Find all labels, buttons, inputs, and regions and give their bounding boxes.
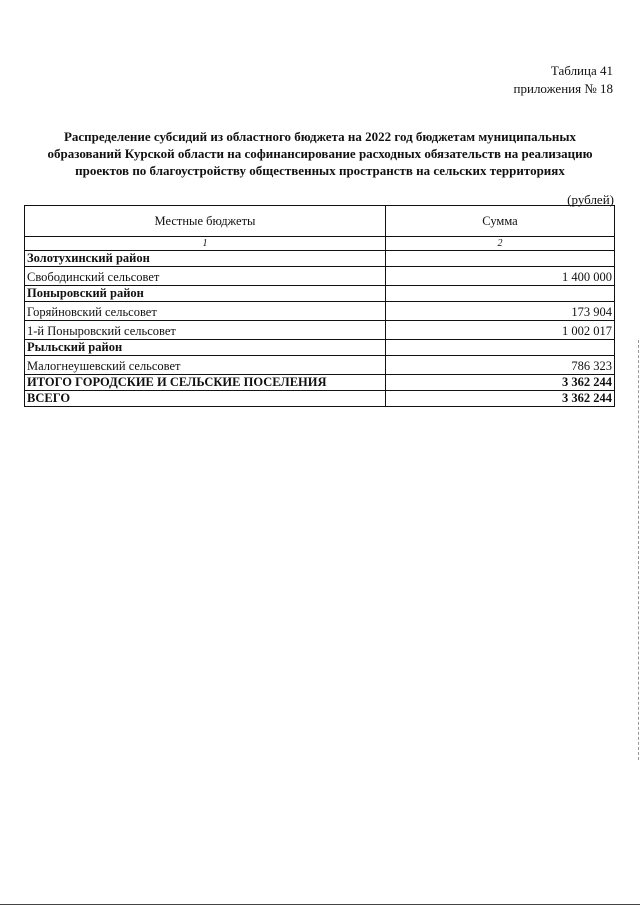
appendix-label: приложения № 18 — [513, 81, 613, 96]
header-local-budgets: Местные бюджеты — [25, 206, 386, 237]
municipality-name: Малогнеушевский сельсовет — [25, 356, 386, 375]
district-name: Рыльский район — [25, 340, 386, 356]
municipality-amount: 786 323 — [386, 356, 615, 375]
column-number-1: 1 — [25, 237, 386, 251]
grand-total-label: ВСЕГО — [25, 391, 386, 407]
municipality-name: Свободинский сельсовет — [25, 267, 386, 286]
municipality-amount: 1 002 017 — [386, 321, 615, 340]
subtotal-label: ИТОГО ГОРОДСКИЕ И СЕЛЬСКИЕ ПОСЕЛЕНИЯ — [25, 375, 386, 391]
document-title: Распределение субсидий из областного бюджета на 2022 год бюджетам муниципальных образований Курской области на софинансирование расходных обязательств на реализацию проектов по благоустройству общественных пространств на сельских территориях — [47, 129, 593, 178]
budget-table — [24, 205, 615, 407]
district-amount — [386, 251, 615, 267]
subtotal-amount: 3 362 244 — [386, 375, 615, 391]
municipality-amount: 1 400 000 — [386, 267, 615, 286]
municipality-name: 1-й Поныровский сельсовет — [25, 321, 386, 340]
district-name: Поныровский район — [25, 286, 386, 302]
page-edge-right — [637, 340, 639, 760]
grand-total-amount: 3 362 244 — [386, 391, 615, 407]
municipality-amount: 173 904 — [386, 302, 615, 321]
table-reference — [514, 62, 613, 98]
district-amount — [386, 286, 615, 302]
district-amount — [386, 340, 615, 356]
header-amount: Сумма — [386, 206, 615, 237]
unit-label: (рублей) — [567, 192, 614, 207]
table-label: Таблица 41 — [550, 63, 613, 78]
column-number-2: 2 — [386, 237, 615, 251]
municipality-name: Горяйновский сельсовет — [25, 302, 386, 321]
district-name: Золотухинский район — [25, 251, 386, 267]
